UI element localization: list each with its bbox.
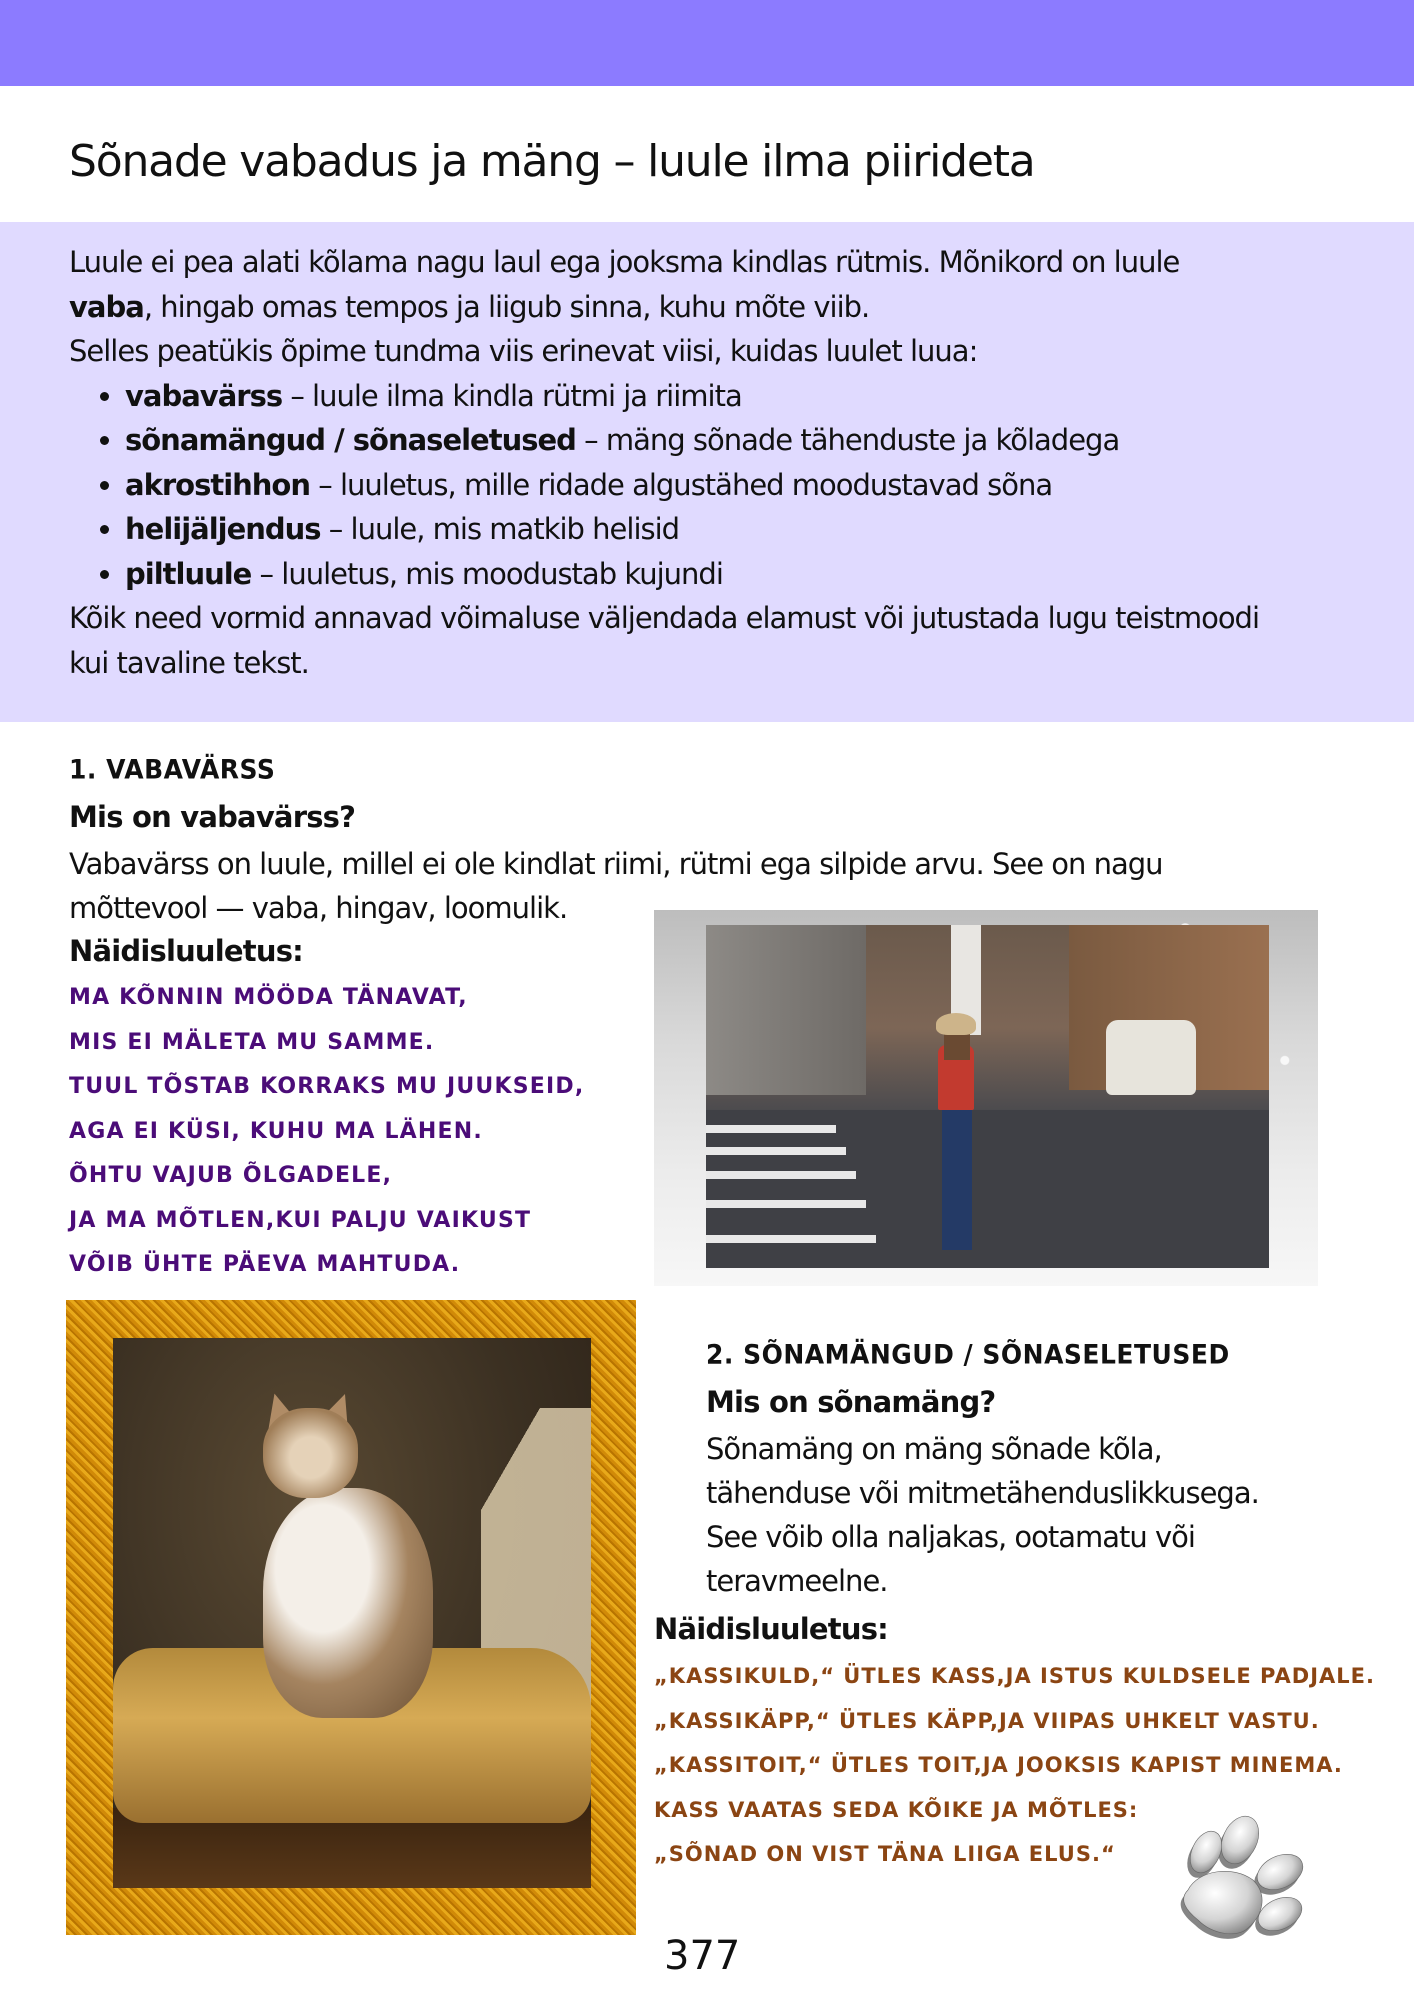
intro-closing: Kõik need vormid annavad võimaluse väljendada elamust või jutustada lugu teistmoodi kui tavaline tekst. [69,601,1260,680]
intro-text [69,240,1349,685]
street-photo-frame [654,910,1318,1286]
intro-line-2-rest: , hingab omas tempos ja liigub sinna, kuhu mõte viib. [143,289,870,324]
section-1-example-label: Näidisluuletus: [69,934,303,968]
poem-line: VÕIB ÜHTE PÄEVA MAHTUDA. [69,1252,461,1277]
photo-building-left [706,925,866,1095]
poem-line: „SÕNAD ON VIST TÄNA LIIGA ELUS.“ [654,1842,1116,1866]
photo-cat-body [263,1488,433,1718]
cat-photo [113,1338,591,1888]
cat-photo-frame [66,1300,636,1935]
intro-line-3: Selles peatükis õpime tundma viis erinevat viisi, kuidas luulet luua: [69,334,978,368]
section-2-text-line: Sõnamäng on mäng sõnade kõla, [706,1432,1162,1466]
intro-line-1: Luule ei pea alati kõlama nagu laul ega jooksma kindlas rütmis. Mõnikord on luule [69,245,1180,279]
forms-list-item [125,552,1349,597]
section-2-heading: 2. SÕNAMÄNGUD / SÕNASELETUSED [706,1338,1230,1371]
form-term: akrostihhon [125,467,311,502]
section-1-question: Mis on vabavärss? [69,800,356,834]
poem-line: „KASSITOIT,“ ÜTLES TOIT,JA JOOKSIS KAPIST MINEMA. [654,1753,1343,1777]
poem-line: TUUL TÕSTAB KORRAKS MU JUUKSEID, [69,1074,585,1099]
photo-road [706,1110,1269,1268]
poem-line: KASS VAATAS SEDA KÕIKE JA MÕTLES: [654,1797,1139,1822]
section-2-text-line: teravmeelne. [706,1564,888,1598]
section-1-text-line-1: Vabavärss on luule, millel ei ole kindlat riimi, rütmi ega silpide arvu. See on nagu [69,847,1163,881]
forms-list-item [125,463,1349,508]
street-photo [706,925,1269,1268]
poem-line: JA MA MÕTLEN,KUI PALJU VAIKUST [69,1207,532,1233]
intro-line-2 [69,285,1349,330]
forms-list [69,374,1349,597]
form-desc: – luule, mis matkib helisid [320,512,680,546]
section-2-example-label: Näidisluuletus: [654,1612,888,1646]
form-desc: – luule ilma kindla rütmi ja riimita [282,378,742,413]
crosswalk-stripe [706,1171,856,1179]
photo-person-hat [936,1013,976,1035]
crosswalk-stripe [706,1235,876,1243]
crosswalk-stripe [706,1200,866,1208]
poem-line: AGA EI KÜSI, KUHU MA LÄHEN. [69,1118,483,1144]
section-1-heading: 1. VABAVÄRSS [69,753,276,786]
section-2-question: Mis on sõnamäng? [706,1385,996,1419]
forms-list-item [125,418,1349,463]
poem-line: „KASSIKÄPP,“ ÜTLES KÄPP,JA VIIPAS UHKELT VASTU. [654,1708,1320,1733]
forms-list-item [125,507,1349,552]
section-2-text-line: See võib olla naljakas, ootamatu või [706,1520,1195,1554]
poem-line: MIS EI MÄLETA MU SAMME. [69,1029,435,1055]
section-1-poem [69,976,584,1288]
crosswalk-stripe [706,1147,846,1155]
form-desc: – luuletus, mille ridade algustähed moodustavad sõna [310,467,1053,502]
form-desc: – luuletus, mis moodustab kujundi [251,556,723,591]
header-color-band [0,0,1414,86]
crosswalk-stripe [706,1125,836,1133]
form-term: vabavärss [125,378,283,413]
page-number: 377 [664,1933,741,1979]
form-desc: – mäng sõnade tähenduste ja kõladega [575,423,1120,457]
intro-bold-word: vaba [69,289,144,324]
photo-person-legs [942,1105,972,1250]
photo-car [1106,1020,1196,1095]
forms-list-item [125,374,1349,419]
page-title: Sõnade vabadus ja mäng – luule ilma piirideta [69,136,1035,187]
form-term: piltluule [125,556,252,591]
poem-line: „KASSIKULD,“ ÜTLES KASS,JA ISTUS KULDSELE PADJALE. [654,1664,1375,1688]
poem-line: ÕHTU VAJUB ÕLGADELE, [69,1163,393,1188]
paw-print-icon [1168,1810,1318,1940]
photo-cat-head [263,1408,358,1498]
form-term: sõnamängud / sõnaseletused [125,423,576,457]
section-1-text-line-2: mõttevool — vaba, hingav, loomulik. [69,891,568,925]
form-term: helijäljendus [125,512,321,546]
poem-line: MA KÕNNIN MÖÖDA TÄNAVAT, [69,985,468,1010]
section-2-text-line: tähenduse või mitmetähenduslikkusega. [706,1476,1259,1510]
